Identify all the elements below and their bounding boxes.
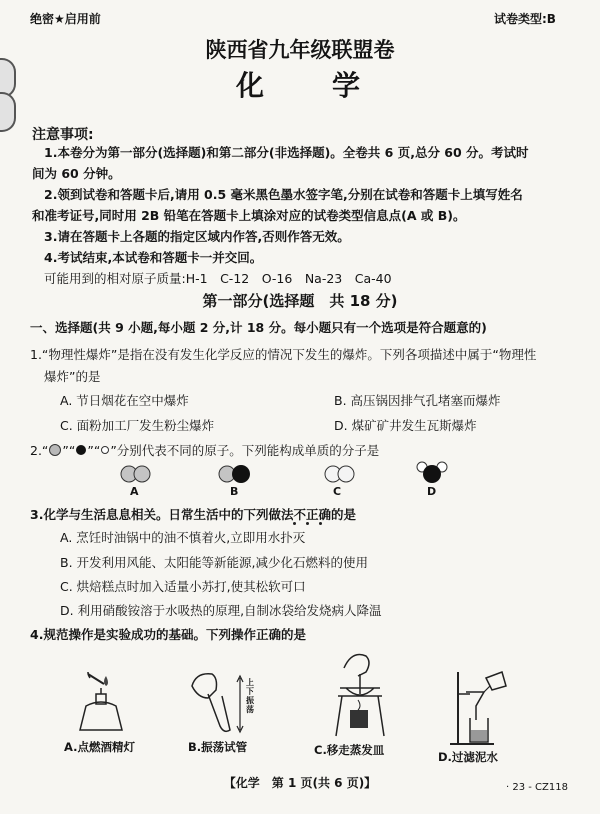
atomic-mass-line: 可能用到的相对原子质量:H-1 C-12 O-16 Na-23 Ca-40 — [44, 271, 392, 286]
filtration-figure[interactable] — [440, 664, 512, 748]
molecule-c-icon[interactable] — [322, 463, 358, 485]
q2-stem-text: ”“ — [62, 443, 76, 458]
q1-option-c[interactable]: C. 面粉加工厂发生粉尘爆炸 — [60, 418, 215, 433]
notice-line: 间为 60 分钟。 — [32, 166, 121, 181]
q1-option-d[interactable]: D. 煤矿矿井发生瓦斯爆炸 — [334, 418, 477, 433]
molecule-c-label: C — [333, 485, 342, 498]
emphasis-dot — [306, 522, 309, 525]
page-title: 陕西省九年级联盟卷 — [205, 38, 395, 62]
page-footer: 【化学 第 1 页(共 6 页)】 — [223, 776, 377, 790]
grey-atom-icon — [48, 444, 62, 456]
notice-line: 和准考证号,同时用 2B 铅笔在答题卡上填涂对应的试卷类型信息点(A 或 B)。 — [32, 208, 466, 223]
q2-stem — [30, 441, 379, 459]
white-atom-icon — [100, 445, 110, 455]
q3-stem: 3.化学与生活息息相关。日常生活中的下列做法不正确的是 — [30, 507, 356, 522]
figure-label-b: B.振荡试管 — [188, 740, 248, 754]
notice-line: 1.本卷分为第一部分(选择题)和第二部分(非选择题)。全卷共 6 页,总分 60 分。考试时 — [44, 145, 529, 160]
figure-label-a: A.点燃酒精灯 — [64, 740, 135, 754]
emphasis-dot — [293, 522, 296, 525]
q1-option-b[interactable]: B. 高压锅因排气孔堵塞而爆炸 — [334, 393, 501, 408]
q3-option-b[interactable]: B. 开发利用风能、太阳能等新能源,减少化石燃料的使用 — [60, 555, 368, 570]
shake-annotation: 上下振荡 — [246, 678, 254, 714]
emphasis-dot — [319, 522, 322, 525]
q1-option-a[interactable]: A. 节日烟花在空中爆炸 — [60, 393, 189, 408]
notice-heading: 注意事项: — [32, 127, 94, 143]
q2-stem-text: ”分别代表不同的原子。下列能构成单质的分子是 — [110, 443, 380, 458]
molecule-d-icon[interactable] — [416, 460, 448, 486]
q4-stem: 4.规范操作是实验成功的基础。下列操作正确的是 — [30, 627, 306, 642]
q3-option-d[interactable]: D. 利用硝酸铵溶于水吸热的原理,自制冰袋给发烧病人降温 — [60, 603, 382, 618]
molecule-a-label: A — [130, 485, 139, 498]
paper-code: · 23 - CZ118 — [506, 782, 568, 793]
secret-label: 绝密★启用前 — [30, 12, 101, 26]
section-heading: 一、选择题(共 9 小题,每小题 2 分,计 18 分。每小题只有一个选项是符合题意的) — [30, 320, 487, 335]
notice-line: 3.请在答题卡上各题的指定区域内作答,否则作答无效。 — [44, 229, 350, 244]
paper-type: 试卷类型:B — [494, 12, 556, 26]
part-title: 第一部分(选择题 共 18 分) — [202, 292, 398, 310]
q1-stem: 1.“物理性爆炸”是指在没有发生化学反应的情况下发生的爆炸。下列各项描述中属于“物理性 — [30, 347, 537, 362]
molecule-b-label: B — [230, 485, 239, 498]
q3-option-a[interactable]: A. 烹饪时油锅中的油不慎着火,立即用水扑灭 — [60, 530, 306, 545]
molecule-d-label: D — [427, 485, 437, 498]
alcohol-lamp-figure[interactable] — [66, 672, 136, 734]
molecule-b-icon[interactable] — [216, 463, 256, 485]
notice-line: 2.领到试卷和答题卡后,请用 0.5 毫米黑色墨水签字笔,分别在试卷和答题卡上填写姓名 — [44, 187, 523, 202]
q2-stem-text: ”“ — [87, 443, 101, 458]
q3-option-c[interactable]: C. 烘焙糕点时加入适量小苏打,使其松软可口 — [60, 579, 306, 594]
evaporating-dish-figure[interactable] — [322, 650, 398, 740]
notice-line: 4.考试结束,本试卷和答题卡一并交回。 — [44, 250, 263, 265]
molecule-a-icon[interactable] — [118, 463, 154, 485]
q1-stem-cont: 爆炸”的是 — [44, 369, 101, 384]
figure-label-d: D.过滤泥水 — [438, 750, 498, 764]
q2-stem-text: 2.“ — [30, 443, 49, 458]
black-atom-icon — [75, 444, 87, 456]
subject-title: 化 学 — [235, 69, 364, 102]
figure-label-c: C.移走蒸发皿 — [314, 743, 385, 757]
